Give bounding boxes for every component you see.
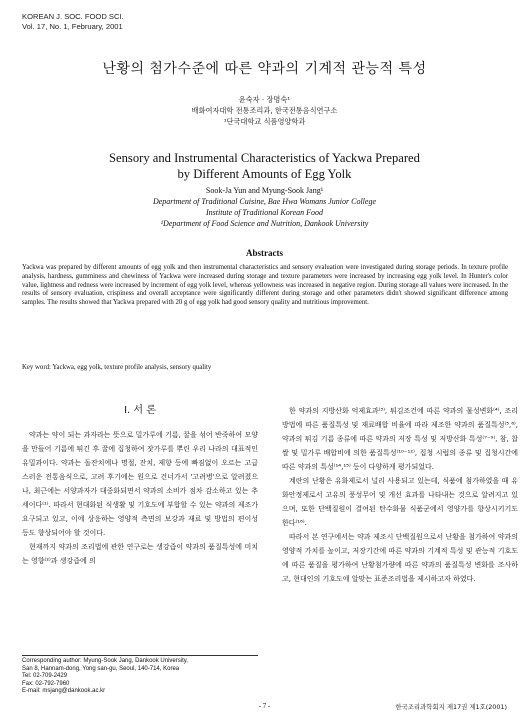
left-paragraph-1: 약과는 약이 되는 과자라는 뜻으로 밀가루에 기름, 꿀을 섞어 반죽하여 모양을 만들어 기름에 튀긴 후 꿀에 집청하여 잣가루를 뿌린 우리 나라의 대표적인 유밀과이다. 약과는 돌잔치에나 명절, 잔치, 제향 등에 빠짐없이 오르는 고급스러운 전통음식으로, 고려 후기에는 원으로 건너가서 '고려병'으로 알려졌으나, 최근에는 서양과자가 대중화되면서 약과의 소비가 점차 감소하고 있는 추세이다⁽¹⁾. 따라서 현대화된 식생활 및 기호도에 부합할 수 있는 약과의 제조가 요구되고 있고, 이에 상응하는 영양적 측면의 보강과 재료 및 방법의 편이성 등도 향상되어야 할 것이다. [22, 431, 258, 537]
affiliation-english-2: Institute of Traditional Korean Food [205, 208, 324, 217]
correspondence-note [22, 655, 258, 696]
title-english [0, 150, 529, 182]
keywords: Key word: Yackwa, egg yolk, texture profile analysis, sensory quality [22, 364, 212, 371]
authors-korean-block [0, 94, 529, 127]
abstract-body: Yackwa was prepared by different amounts of egg yolk and then instrumental characteristics and sensory evaluation were investigated during storage periods. In texture profile analysis, hardness, gumminess and chewiness of Yackwa were increased during storage and texture parameters were increased by increasing egg yolk level. In Hunter's color value, lightness and redness were increased by increment of egg yolk level, whereas yellowness was increased in negative region. During storage all values were increased. In the results of sensory evaluation, crispiness and overall acceptance were significantly different during storage and other parameters didn't showed significant difference among samples. The results showed that Yackwa prepared with 20 g of egg yolk had good sensory quality and nutritious improvement. [22, 264, 508, 307]
right-paragraph-3: 따라서 본 연구에서는 약과 제조시 단백질원으로서 난황을 첨가하여 약과의 영양적 가치를 높이고, 저장기간에 따른 약과의 기계적 특성 및 관능적 기호도에 따른 품질을 평가하여 난황첨가량에 따른 약과의 품질특성 변화를 조사하고, 현대인의 기호도에 알맞는 표준조리법을 제시하고자 하였다. [282, 533, 518, 583]
footer-journal: 한국조리과학회지 제17권 제1호(2001) [395, 703, 507, 711]
page-number: - 7 - [258, 702, 271, 710]
correspondence-line-4: Fax: 02-792-7960 [22, 680, 70, 687]
correspondence-line-3: Tel: 02-709-2429 [22, 673, 68, 680]
title-english-line-2: by Different Amounts of Egg Yolk [177, 167, 352, 181]
authors-english-block [0, 185, 529, 229]
affiliation-english-3: ¹Department of Food Science and Nutrition, Dankook University [160, 219, 369, 228]
affiliation-korean-1: 배화여자대학 전통조리과, 한국전통음식연구소 [191, 106, 338, 115]
title-korean: 난황의 첨가수준에 따른 약과의 기계적 관능적 특성 [102, 61, 427, 77]
right-column [282, 404, 518, 586]
journal-name: KOREAN J. SOC. FOOD SCI. [22, 12, 124, 21]
journal-volume: Vol. 17, No. 1, February, 2001 [22, 22, 123, 31]
correspondence-line-2: San 8, Hannam-dong, Yong san-gu, Seoul, 140-714, Korea [22, 665, 180, 672]
left-paragraph-2: 현재까지 약과의 조리법에 관한 연구로는 생강즙이 약과의 품질특성에 미치는 영향⁽²⁾과 생강즙에 의 [22, 543, 258, 565]
correspondence-line-1: Corresponding author: Myung-Sook Jang, Dankook University, [22, 658, 188, 664]
left-column [22, 404, 258, 568]
right-paragraph-1: 한 약과의 지방산화 억제효과⁽³⁾, 튀김조건에 따른 약과의 물성변화⁽⁴⁾, 조리방법에 따른 품질특성 및 재료배합 비율에 따라 제조한 약과의 품질특성⁽⁵,⁶⁾, 약과의 튀김 기름 종류에 따른 약과의 저장 특성 및 저방산화 특성⁽⁷⁻⁹⁾, 참, 찹쌀 및 밀가루 배합비에 의한 품질특성⁽¹⁰⁻¹²⁾, 집청 시럽의 종류 및 집청시간에 따른 약과의 특성⁽¹⁴,¹⁵⁾ 등이 다양하게 평가되었다. [282, 407, 518, 471]
section-title: I. 서 론 [124, 405, 156, 416]
authors-korean: 윤숙자 · 장명숙¹ [238, 95, 291, 104]
affiliation-korean-2: ¹단국대학교 식품영양학과 [223, 117, 306, 126]
title-english-line-1: Sensory and Instrumental Characteristics of Yackwa Prepared [109, 151, 420, 165]
journal-header [22, 12, 124, 32]
abstract-heading: Abstracts [246, 248, 283, 258]
right-paragraph-2: 계란의 난황은 유화제로서 널리 사용되고 있는데, 식품에 첨가하였을 때 유화안정제로서 고유의 풍성무어 및 개선 효과를 나타내는 것으로 알려지고 있으며, 또한 단백질원이 결여된 탄수화물 식품군에서 영양가를 향상시키기도 한다⁽¹⁶⁾. [282, 477, 518, 527]
correspondence-line-5: E-mail: msjang@dankook.ac.kr [22, 688, 106, 695]
authors-english: Sook-Ja Yun and Myung-Sook Jang¹ [205, 186, 324, 195]
affiliation-english-1: Department of Traditional Cuisine, Bae Hwa Womans Junior College [152, 197, 377, 206]
